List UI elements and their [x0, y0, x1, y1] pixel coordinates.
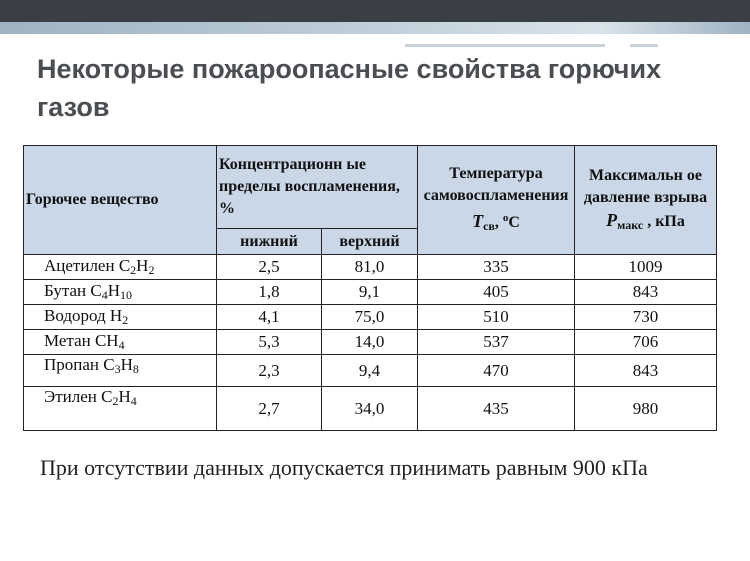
header-row [24, 146, 717, 229]
cell-pressure: 1009 [575, 255, 717, 280]
cell-temperature: 435 [418, 387, 575, 431]
cell-lower: 4,1 [217, 305, 322, 330]
table-row [24, 280, 717, 305]
substance-text: H [120, 355, 133, 374]
substance-text: Этилен C [44, 387, 113, 406]
cell-upper: 9,1 [322, 280, 418, 305]
formula-subscript: 2 [112, 394, 119, 408]
pressure-unit: , кПа [643, 212, 685, 230]
table-row [24, 255, 717, 280]
substance-text: Ацетилен C [44, 256, 131, 275]
header-lower: нижний [217, 229, 322, 255]
accent-line [630, 44, 658, 47]
cell-substance [24, 355, 217, 387]
header-upper: верхний [322, 229, 418, 255]
cell-upper: 9,4 [322, 355, 418, 387]
header-pressure [575, 146, 717, 255]
substance-text: Водород H [44, 306, 123, 325]
cell-lower: 5,3 [217, 330, 322, 355]
cell-temperature: 510 [418, 305, 575, 330]
top-bar [0, 0, 750, 22]
cell-upper: 81,0 [322, 255, 418, 280]
table-row [24, 305, 717, 330]
substance-text: Бутан C [44, 281, 102, 300]
cell-lower: 1,8 [217, 280, 322, 305]
substance-text: H [107, 281, 120, 300]
substance-text: Метан CH [44, 331, 119, 350]
temperature-separator: , [494, 214, 503, 231]
table-row [24, 355, 717, 387]
accent-line [405, 44, 605, 47]
formula-subscript: 2 [148, 263, 155, 277]
cell-temperature: 470 [418, 355, 575, 387]
cell-temperature: 335 [418, 255, 575, 280]
table-row [24, 387, 717, 431]
cell-lower: 2,5 [217, 255, 322, 280]
formula-subscript: 8 [132, 362, 139, 376]
table-row [24, 330, 717, 355]
cell-substance [24, 330, 217, 355]
formula-subscript: 4 [101, 288, 108, 302]
cell-pressure: 843 [575, 355, 717, 387]
cell-substance [24, 280, 217, 305]
header-concentration: Концентрационн ые пределы воспламенения, % [217, 146, 418, 229]
cell-substance [24, 305, 217, 330]
cell-temperature: 537 [418, 330, 575, 355]
cell-substance [24, 387, 217, 431]
cell-pressure: 843 [575, 280, 717, 305]
formula-subscript: 10 [120, 288, 132, 302]
formula-subscript: 3 [114, 362, 121, 376]
cell-temperature: 405 [418, 280, 575, 305]
cell-lower: 2,7 [217, 387, 322, 431]
cell-pressure: 706 [575, 330, 717, 355]
pressure-subscript: макс [617, 217, 644, 232]
pressure-symbol: P [606, 209, 618, 230]
header-substance: Горючее вещество [24, 146, 217, 255]
formula-subscript: 4 [118, 338, 125, 352]
formula-subscript: 2 [130, 263, 137, 277]
properties-table [23, 145, 717, 431]
cell-pressure: 980 [575, 387, 717, 431]
temperature-label: Температура самовоспламенения [423, 165, 569, 204]
header-temperature [418, 146, 575, 255]
top-accent-band [0, 22, 750, 34]
temperature-subscript: св [483, 219, 495, 233]
cell-lower: 2,3 [217, 355, 322, 387]
substance-text: H [118, 387, 131, 406]
cell-upper: 34,0 [322, 387, 418, 431]
temperature-symbol: T [472, 211, 484, 231]
substance-text: Пропан C [44, 355, 115, 374]
temperature-unit: C [508, 214, 520, 231]
formula-subscript: 4 [130, 394, 137, 408]
pressure-label: Максимальн ое давление взрыва [583, 166, 708, 206]
cell-substance [24, 255, 217, 280]
cell-pressure: 730 [575, 305, 717, 330]
temperature-superscript: o [502, 212, 509, 224]
slide-title: Некоторые пожароопасные свойства горючих газов [37, 54, 662, 122]
cell-upper: 14,0 [322, 330, 418, 355]
cell-upper: 75,0 [322, 305, 418, 330]
footnote: При отсутствии данных допускается принимать равным 900 кПа [40, 455, 648, 480]
substance-text: H [136, 256, 149, 275]
formula-subscript: 2 [122, 313, 129, 327]
